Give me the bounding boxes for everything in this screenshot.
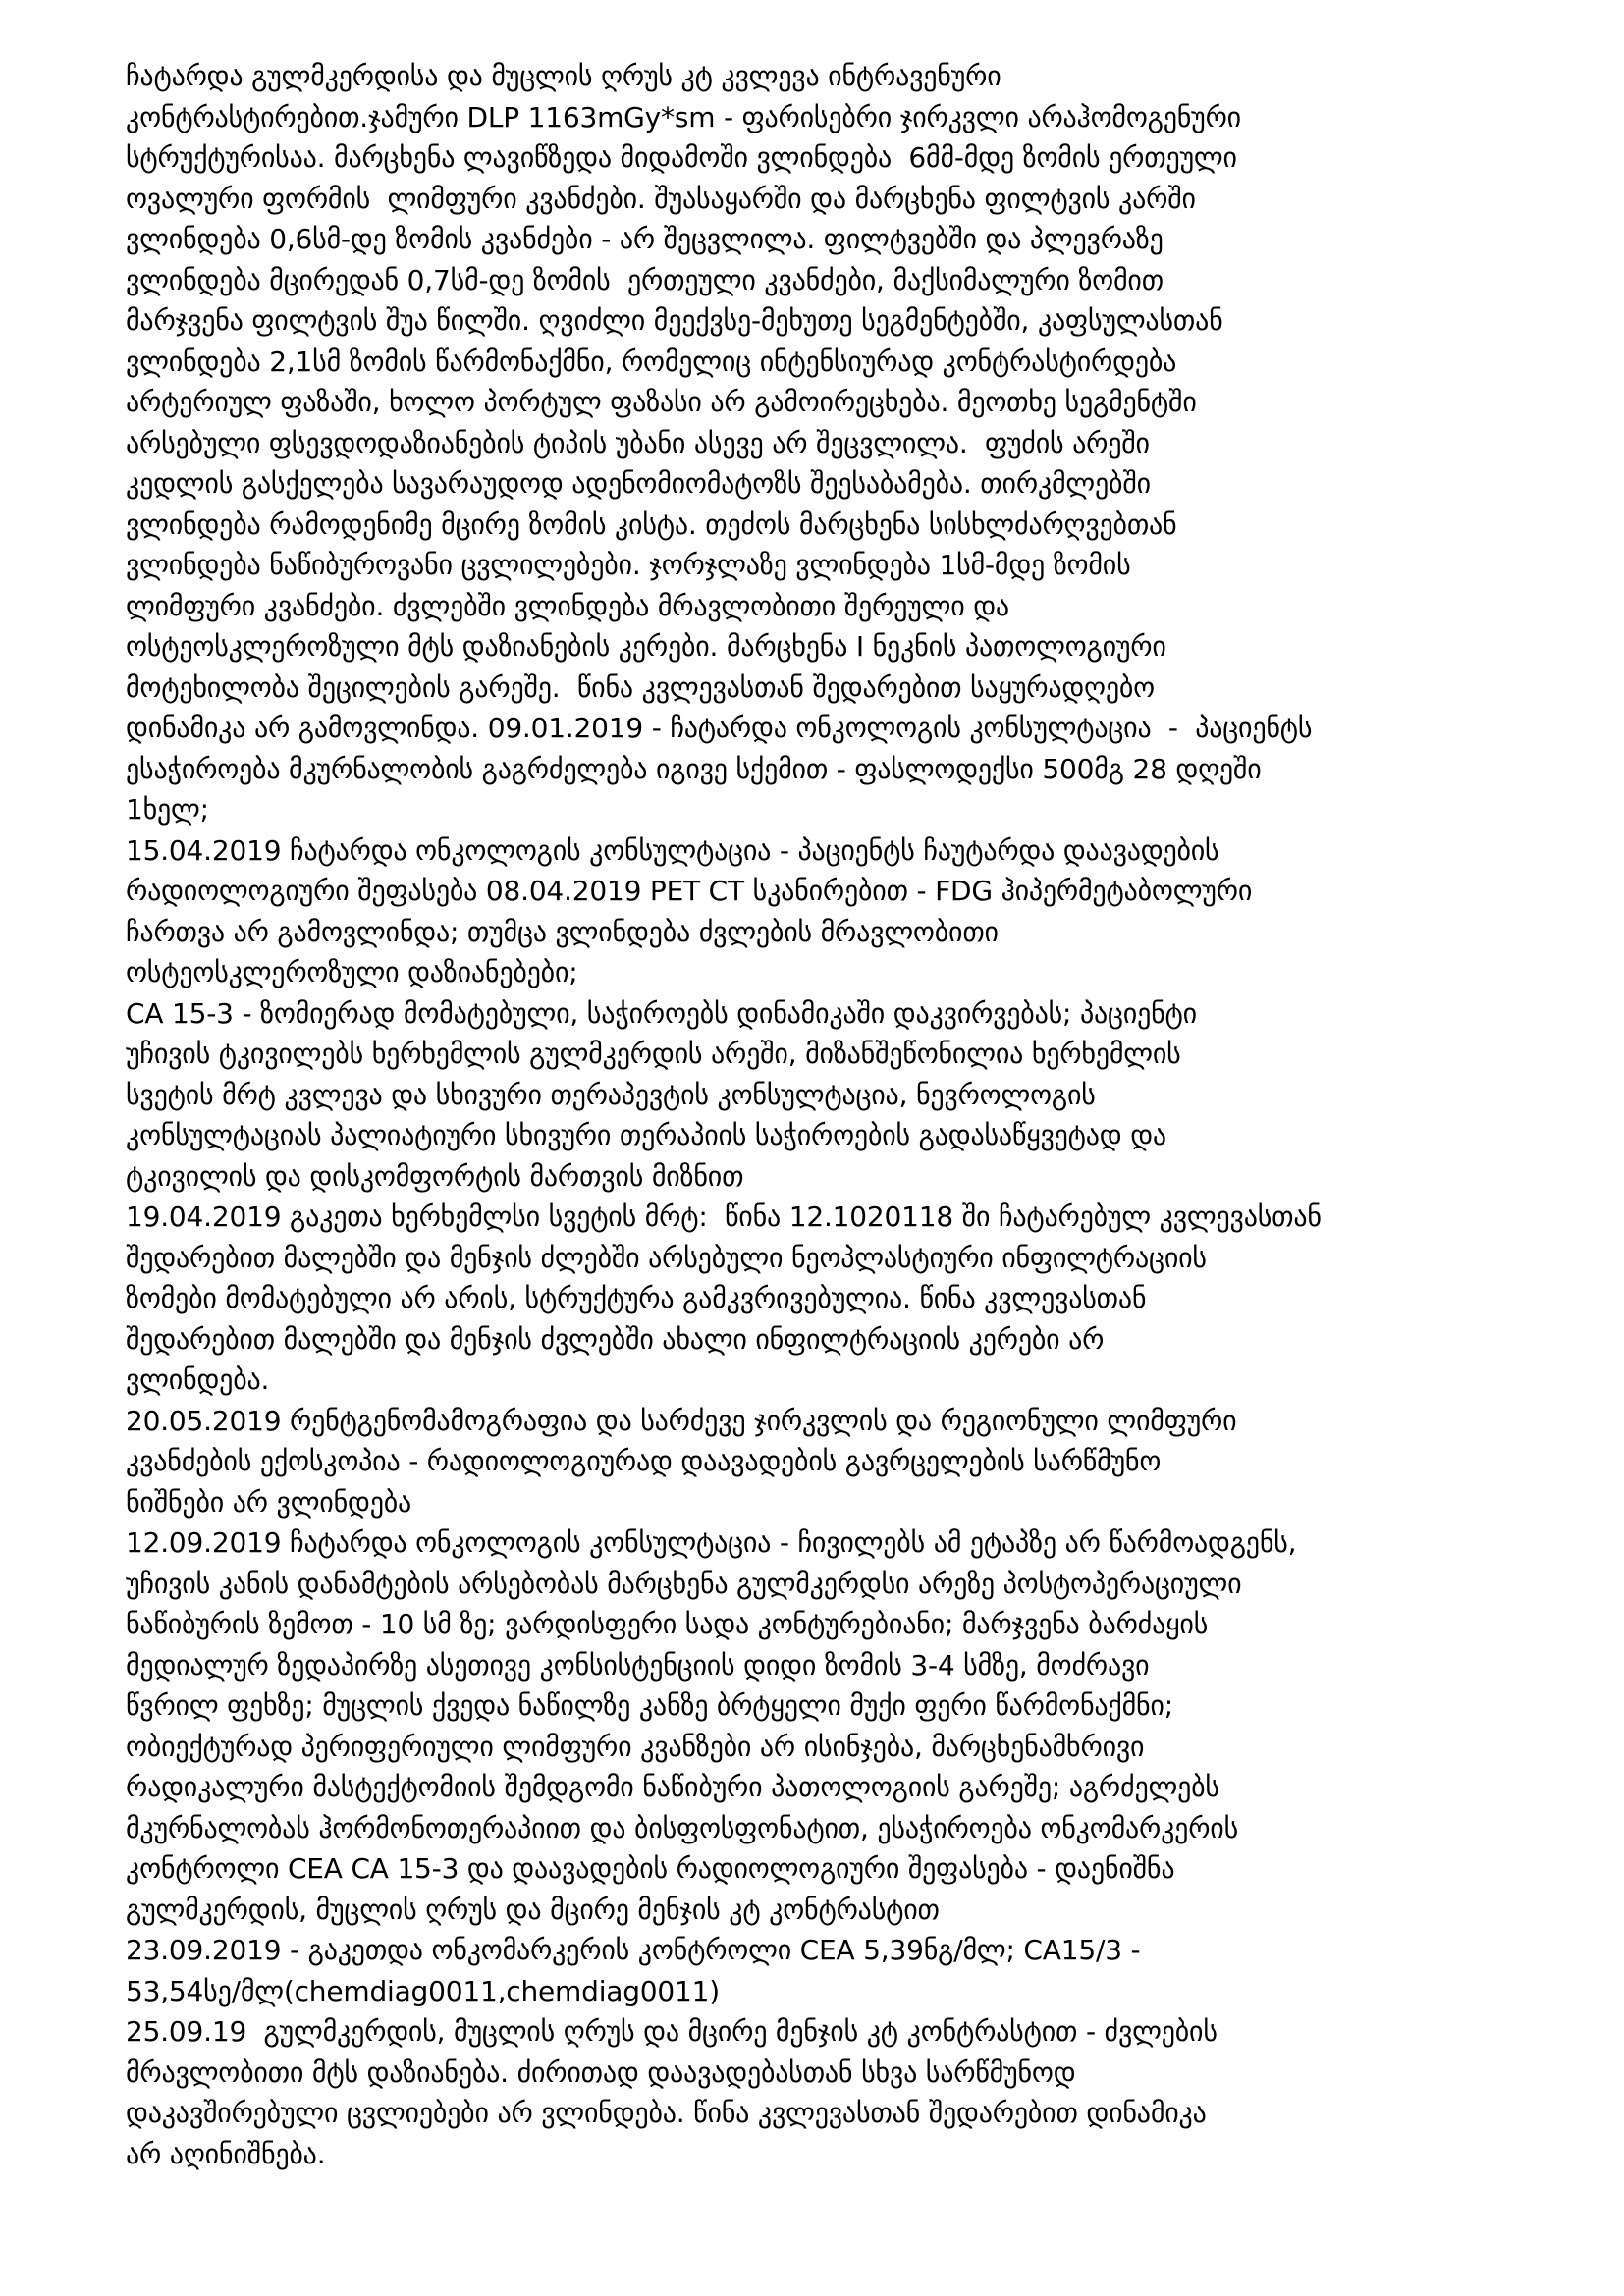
text-line: შედარებით მალებში და მენჯის ძლებში არსებული ნეოპლასტიური ინფილტრაციის <box>126 1241 1207 1274</box>
text-line: ვლინდება 0,6სმ-დე ზომის კვანძები - არ შეცვლილა. ფილტვებში და პლევრაზე <box>126 223 1164 255</box>
text-line: მრავლობითი მტს დაზიანება. ძირითად დაავადებასთან სხვა სარწმუნოდ <box>126 2056 1076 2089</box>
text-line: ლიმფური კვანძები. ძვლებში ვლინდება მრავლობითი შერეული და <box>126 589 1009 622</box>
text-line: წვრილ ფეხზე; მუცლის ქვედა ნაწილზე კანზე ბრტყელი მუქი ფერი წარმონაქმნი; <box>126 1689 1173 1722</box>
text-line: არსებული ფსევდოდაზიანების ტიპის უბანი ასევე არ შეცვლილა. ფუძის არეში <box>126 426 1150 459</box>
text-line: ვლინდება. <box>126 1363 270 1396</box>
text-line: ვლინდება ნაწიბუროვანი ცვლილებები. ჯორჯლაზე ვლინდება 1სმ-მდე ზომის <box>126 549 1131 581</box>
text-line: ვლინდება 2,1სმ ზომის წარმონაქმნი, რომელიც ინტენსიურად კონტრასტირდება <box>126 345 1177 378</box>
text-line: სტრუქტურისაა. მარცხენა ლავიწზედა მიდამოში ვლინდება 6მმ-მდე ზომის ერთეული <box>126 141 1237 174</box>
text-line: რადიოლოგიური შეფასება 08.04.2019 PET CT სკანირებით - FDG ჰიპერმეტაბოლური <box>126 875 1253 907</box>
text-line: ოსტეოსკლეროზული დაზიანებები; <box>126 956 578 988</box>
text-line: სვეტის მრტ კვლევა და სხივური თერაპევტის კონსულტაცია, ნევროლოგის <box>126 1078 1096 1111</box>
text-line: ესაჭიროება მკურნალობის გაგრძელება იგივე სქემით - ფასლოდექსი 500მგ 28 დღეში <box>126 752 1262 785</box>
text-line: ოვალური ფორმის ლიმფური კვანძები. შუასაყარში და მარცხენა ფილტვის კარში <box>126 182 1196 215</box>
text-line: კედლის გასქელება სავარაუდოდ ადენომიომატოზს შეესაბამება. თირკმლებში <box>126 467 1151 500</box>
text-line: მედიალურ ზედაპირზე ასეთივე კონსისტენციის დიდი ზომის 3-4 სმზე, მოძრავი <box>126 1648 1150 1682</box>
text-line: ჩართვა არ გამოვლინდა; თუმცა ვლინდება ძვლების მრავლობითი <box>126 915 999 948</box>
text-line: შედარებით მალებში და მენჯის ძვლებში ახალი ინფილტრაციის კერები არ <box>126 1322 1105 1356</box>
text-line: CA 15-3 - ზომიერად მომატებული, საჭიროებს დინამიკაში დაკვირვებას; პაციენტი <box>126 996 1197 1030</box>
text-line: ნაწიბურის ზემოთ - 10 სმ ზე; ვარდისფერი სადა კონტურებიანი; მარჯვენა ბარძაყის <box>126 1608 1209 1640</box>
text-line: 23.09.2019 - გაკეთდა ონკომარკერის კონტროლი CEA 5,39ნგ/მლ; CA15/3 - <box>126 1934 1141 1966</box>
text-line: არტერიულ ფაზაში, ხოლო პორტულ ფაზასი არ გამოირეცხება. მეოთხე სეგმენტში <box>126 386 1197 418</box>
text-line: დაკავშირებული ცვლიებები არ ვლინდება. წინა კვლევასთან შედარებით დინამიკა <box>126 2097 1207 2129</box>
text-line: კონსულტაციას პალიატიური სხივური თერაპიის საჭიროების გადასაწყვეტად და <box>126 1119 1166 1151</box>
text-line: ოსტეოსკლეროზული მტს დაზიანების კერები. მარცხენა I ნეკნის პათოლოგიური <box>126 630 1166 663</box>
medical-report-text <box>126 56 1540 2174</box>
text-line: რადიკალური მასტექტომიის შემდგომი ნაწიბური პათოლოგიის გარეშე; აგრძელებს <box>126 1771 1219 1803</box>
text-line: უჩივის ტკივილებს ხერხემლის გულმკერდის არეში, მიზანშეწონილია ხერხემლის <box>126 1038 1181 1070</box>
text-line: 25.09.19 გულმკერდის, მუცლის ღრუს და მცირე მენჯის კტ კონტრასტით - ძვლების <box>126 2015 1218 2048</box>
text-line: 12.09.2019 ჩატარდა ონკოლოგის კონსულტაცია - ჩივილებს ამ ეტაპზე არ წარმოადგენს, <box>126 1526 1297 1559</box>
text-line: ნიშნები არ ვლინდება <box>126 1485 412 1519</box>
text-line: ზომები მომატებული არ არის, სტრუქტურა გამკვრივებულია. წინა კვლევასთან <box>126 1282 1147 1314</box>
text-line: მარჯვენა ფილტვის შუა წილში. ღვიძლი მეექვსე-მეხუთე სეგმენტებში, კაფსულასთან <box>126 304 1223 337</box>
text-line: ჩატარდა გულმკერდისა და მუცლის ღრუს კტ კვლევა ინტრავენური <box>126 60 1001 92</box>
text-line: 53,54სე/მლ(chemdiag0011,chemdiag0011) <box>126 1974 720 2007</box>
text-line: 1ხელ; <box>126 793 209 826</box>
text-line: კვანძების ექოსკოპია - რადიოლოგიურად დაავადების გავრცელების სარწმუნო <box>126 1445 1162 1477</box>
text-line: უჩივის კანის დანამტების არსებობას მარცხენა გულმკერდსი არეზე პოსტოპერაციული <box>126 1567 1242 1600</box>
text-line: 19.04.2019 გაკეთა ხერხემლსი სვეტის მრტ: წინა 12.1020118 ში ჩატარებულ კვლევასთან <box>126 1201 1322 1233</box>
text-line: გულმკერდის, მუცლის ღრუს და მცირე მენჯის კტ კონტრასტით <box>126 1893 940 1926</box>
text-line: 20.05.2019 რენტგენომამოგრაფია და სარძევე ჯირკვლის და რეგიონული ლიმფური <box>126 1404 1237 1437</box>
text-line: დინამიკა არ გამოვლინდა. 09.01.2019 - ჩატარდა ონკოლოგის კონსულტაცია - პაციენტს <box>126 712 1313 744</box>
text-line: არ აღინიშნება. <box>126 2137 326 2170</box>
text-line: ვლინდება რამოდენიმე მცირე ზომის კისტა. თეძოს მარცხენა სისხლძარღვებთან <box>126 507 1177 541</box>
text-line: ობიექტურად პერიფერიული ლიმფური კვანზები არ ისინჯება, მარცხენამხრივი <box>126 1730 1145 1763</box>
text-line: კონტროლი CEA CA 15-3 და დაავადების რადიოლოგიური შეფასება - დაენიშნა <box>126 1852 1175 1885</box>
text-line: მოტეხილობა შეცილების გარეშე. წინა კვლევასთან შედარებით საყურადღებო <box>126 670 1155 704</box>
text-line: კონტრასტირებით.ჯამური DLP 1163mGy*sm - ფარისებრი ჯირკვლი არაჰომოგენური <box>126 100 1241 133</box>
text-line: ტკივილის და დისკომფორტის მართვის მიზნით <box>126 1159 744 1193</box>
text-line: ვლინდება მცირედან 0,7სმ-დე ზომის ერთეული კვანძები, მაქსიმალური ზომით <box>126 263 1164 296</box>
text-line: მკურნალობას ჰორმონოთერაპიით და ბისფოსფონატით, ესაჭიროება ონკომარკერის <box>126 1811 1239 1844</box>
text-line: 15.04.2019 ჩატარდა ონკოლოგის კონსულტაცია - პაციენტს ჩაუტარდა დაავადების <box>126 833 1219 867</box>
